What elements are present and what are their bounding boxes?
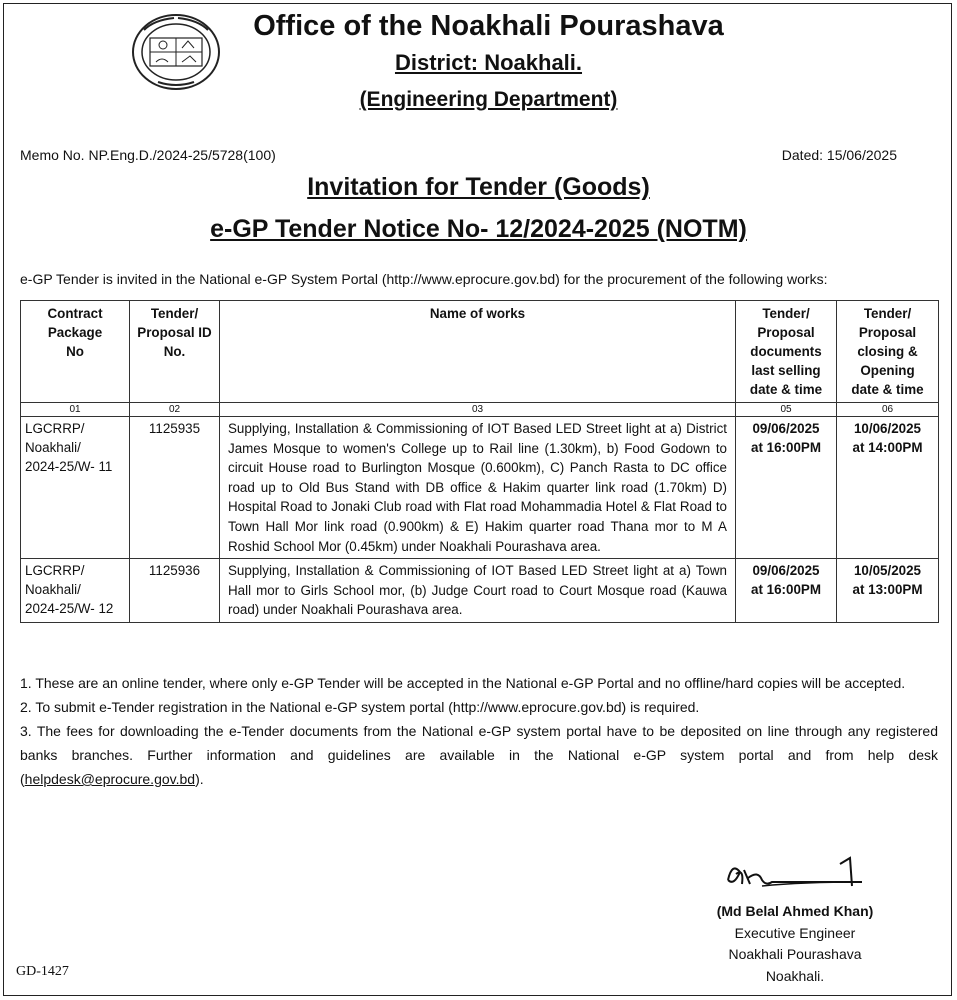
package-cell: LGCRRP/ Noakhali/ 2024-25/W- 12 xyxy=(21,559,130,623)
intro-text: e-GP Tender is invited in the National e-GP System Portal (http://www.eprocure.gov.bd) for the procurement of the following works: xyxy=(20,271,828,287)
closing-date-cell: 10/05/2025 at 13:00PM xyxy=(837,559,939,623)
note-2: 2. To submit e-Tender registration in the National e-GP system portal (http://www.eprocure.gov.bd) is required. xyxy=(20,699,700,715)
document-code: GD-1427 xyxy=(16,964,69,979)
column-number: 06 xyxy=(837,403,939,417)
column-number-row xyxy=(21,403,939,417)
tender-table xyxy=(20,300,939,623)
department-title: (Engineering Department) xyxy=(359,88,618,111)
district-title: District: Noakhali. xyxy=(394,50,583,75)
note-3: 3. The fees for downloading the e-Tender documents from the National e-GP system portal have to be deposited on line through any registered banks branches. Further information and guidelines are available in the National e-GP system portal and from help desk (helpdesk@eprocure.gov.bd). xyxy=(20,723,938,787)
header-contract-package: Contract Package No xyxy=(21,301,130,403)
signatory-designation: Executive Engineer xyxy=(734,924,856,941)
office-title: Office of the Noakhali Pourashava xyxy=(253,10,724,42)
notice-number: e-GP Tender Notice No- 12/2024-2025 (NOTM) xyxy=(210,215,747,243)
header-tender-id: Tender/ Proposal ID No. xyxy=(130,301,220,403)
helpdesk-email-link[interactable]: helpdesk@eprocure.gov.bd xyxy=(24,771,196,787)
signatory-block xyxy=(690,901,900,987)
signatory-place: Noakhali. xyxy=(765,967,825,984)
table-row xyxy=(21,417,939,559)
table-header-row xyxy=(21,301,939,403)
tender-id-cell: 1125936 xyxy=(130,559,220,623)
note-1: 1. These are an online tender, where only e-GP Tender will be accepted in the National e-GP Portal and no offline/hard copies will be accepted. xyxy=(20,675,906,691)
work-description-cell: Supplying, Installation & Commissioning of IOT Based LED Street light at a) Town Hall mor to Girls School mor, (b) Judge Court road to Court Mosque road (Kauwa road) under Noakhali Pourashava area. xyxy=(220,559,736,623)
column-number: 03 xyxy=(220,403,736,417)
work-description-cell: Supplying, Installation & Commissioning of IOT Based LED Street light at a) District James Mosque to women's College up to Rail line (1.30km), b) Food Godown to circuit House road to Burlington Mosque (0.600km), C) Panch Rasta to DC office road up to Old Bus Stand with DB office & Hakim quarter link road (1.70km) D) Hospital Road to Jonaki Club road with Flat road Mohammadia Hotel & Flat Road to Town Hall Mor link road (0.900km) & E) Hakim quarter road Thana mor to M A Roshid School Mor (0.45km) under Noakhali Pourashava area. xyxy=(220,417,736,559)
selling-date-cell: 09/06/2025 at 16:00PM xyxy=(736,559,837,623)
header-closing-date: Tender/ Proposal closing & Opening date & time xyxy=(837,301,939,403)
signatory-office: Noakhali Pourashava xyxy=(728,946,862,962)
notice-title: Invitation for Tender (Goods) xyxy=(307,173,650,201)
handwritten-signature xyxy=(722,850,872,898)
column-number: 01 xyxy=(21,403,130,417)
column-number: 05 xyxy=(736,403,837,417)
memo-date: Dated: 15/06/2025 xyxy=(781,147,897,163)
package-cell: LGCRRP/ Noakhali/ 2024-25/W- 11 xyxy=(21,417,130,559)
selling-date-cell: 09/06/2025 at 16:00PM xyxy=(736,417,837,559)
header-selling-date: Tender/ Proposal documents last selling date & time xyxy=(736,301,837,403)
table-row xyxy=(21,559,939,623)
signatory-name: (Md Belal Ahmed Khan) xyxy=(716,903,874,919)
tender-id-cell: 1125935 xyxy=(130,417,220,559)
notes-section xyxy=(20,671,938,791)
memo-number: Memo No. NP.Eng.D./2024-25/5728(100) xyxy=(20,147,276,163)
column-number: 02 xyxy=(130,403,220,417)
closing-date-cell: 10/06/2025 at 14:00PM xyxy=(837,417,939,559)
header-name-of-works: Name of works xyxy=(220,301,736,403)
